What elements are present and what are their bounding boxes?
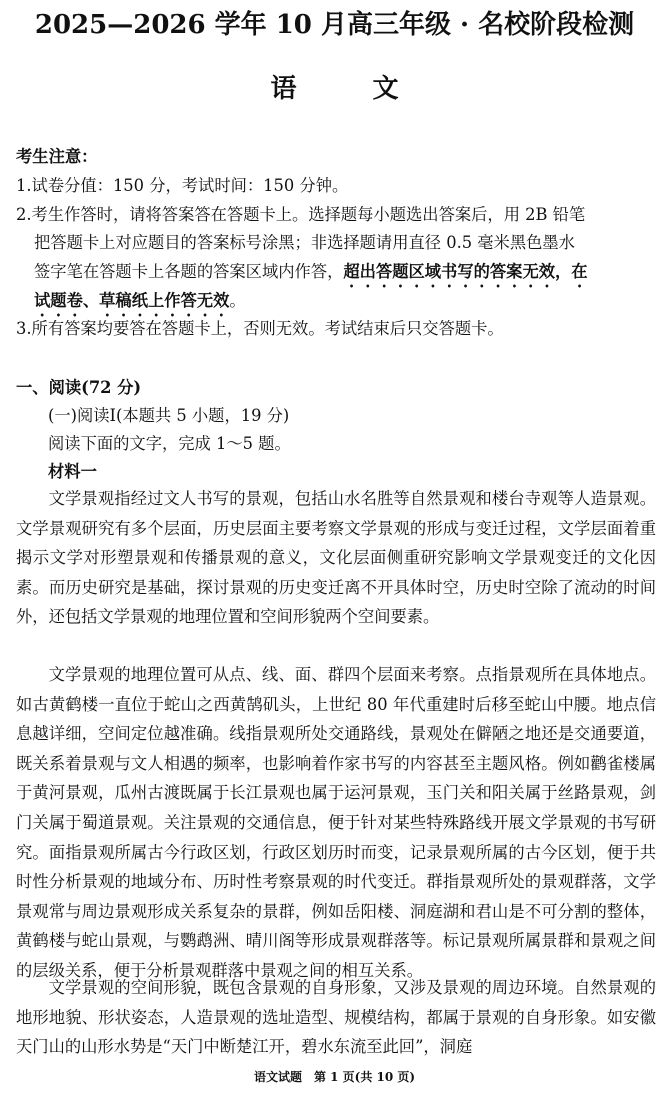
reading-instruction: 阅读下面的文字，完成 1～5 题。 [48, 434, 291, 453]
paragraph-2: 文学景观的地理位置可从点、线、面、群四个层面来考察。点指景观所在具体地点。如古黄鹤楼一直位于蛇山之西黄鹄矶头，上世纪 80 年代重建时后移至蛇山中腰。地点信息越详细，空间定位越准确。线指景观所处交通路线，景观处在僻陋之地还是交通要道，既关系着景观与文人相遇的频率，也影响着作家书写的内容甚至主题风格。例如鹳雀楼属于黄河景观，瓜州古渡既属于长江景观也属于运河景观，玉门关和阳关属于丝路景观，剑门关属于蜀道景观。关注景观的交通信息，便于针对某些特殊路线开展文学景观的书写研究。面指景观所属古今行政区划，行政区划历时而变，记录景观所属的古今区划，便于共时性分析景观的地域分布、历时性考察景观的时代变迁。群指景观所处的景观群落，文学景观常与周边景观形成关系复杂的景群，例如岳阳楼、洞庭湖和君山是不可分割的整体，黄鹤楼与蛇山景观，与鹦鹉洲、晴川阁等形成景观群落等。标记景观所属景群和景观之间的层级关系，便于分析景观群落中景观之间的相互关系。 [16, 665, 656, 980]
notice-item-1: 1.试卷分值：150 分，考试时间：150 分钟。 [16, 176, 349, 195]
page-footer: 语文试题 第 1 页(共 10 页) [253, 1070, 416, 1084]
paragraph-1: 文学景观指经过文人书写的景观，包括山水名胜等自然景观和楼台寺观等人造景观。文学景观研究有多个层面，历史层面主要考察文学景观的形成与变迁过程，文学层面着重揭示文学对形塑景观和传播景观的意义，文化层面侧重研究影响文学景观变迁的文化因素。而历史研究是基础，探讨景观的历史变迁离不开具体时空，历史时空除了流动的时间外，还包括文学景观的地理位置和空间形貌两个空间要素。 [16, 489, 656, 627]
subject-title [0, 68, 669, 105]
notice-emphasis-2: 试题卷、草稿纸上作答无效 [34, 291, 230, 310]
exam-title: 2025—2026 学年 10 月高三年级 · 名校阶段检测 [34, 10, 635, 40]
notice-emphasis-1: 超出答题区域书写的答案无效，在 [343, 262, 588, 281]
subject-char-1: 语 [270, 74, 297, 104]
paragraph-3: 文学景观的空间形貌，既包含景观的自身形象，又涉及景观的周边环境。自然景观的地形地貌、形状姿态，人造景观的选址造型、规模结构，都属于景观的自身形象。如安徽天门山的山形水势是“天门中断楚江开，碧水东流至此回”，洞庭 [16, 978, 656, 1057]
notice-item-2-line-3-plain: 签字笔在答题卡上各题的答案区域内作答， [34, 262, 344, 281]
notice-item-2-line-1: 2.考生作答时，请将答案答在答题卡上。选择题每小题选出答案后，用 2B 铅笔 [16, 205, 586, 224]
section-heading: 一、阅读(72 分) [16, 378, 142, 397]
notice-item-2-line-4-end: 。 [229, 291, 246, 310]
sub-section-heading: (一)阅读Ⅰ(本题共 5 小题，19 分) [48, 406, 290, 425]
notice-item-2-line-2: 把答题卡上对应题目的答案标号涂黑；非选择题请用直径 0.5 毫米黑色墨水 [34, 233, 575, 252]
material-label: 材料一 [48, 462, 97, 481]
notice-item-3: 3.所有答案均要答在答题卡上，否则无效。考试结束后只交答题卡。 [16, 319, 504, 338]
notice-heading: 考生注意： [16, 147, 98, 166]
subject-char-2: 文 [372, 74, 399, 104]
